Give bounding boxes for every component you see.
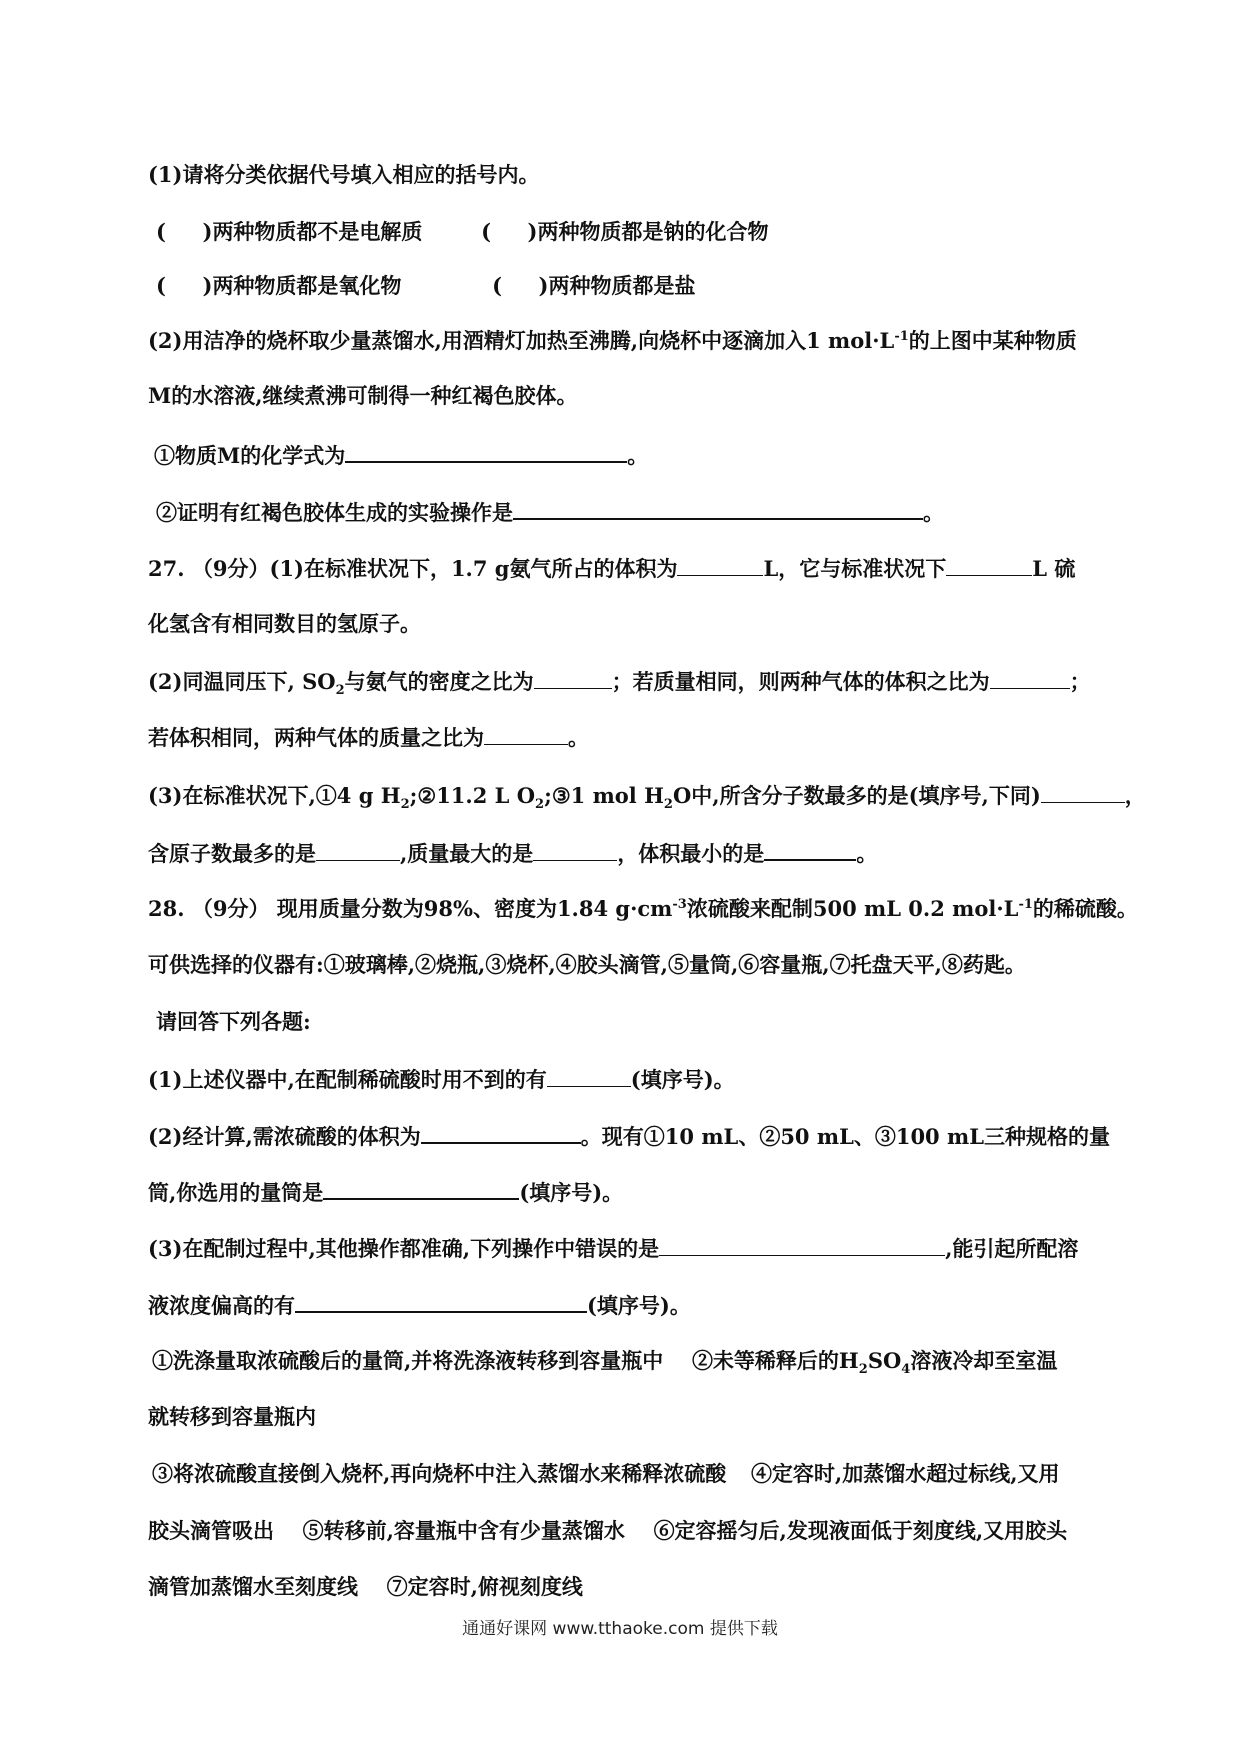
- item1-end: 。: [627, 443, 649, 468]
- q28-options-line5: [148, 1572, 1100, 1602]
- answer-blank-most-atoms[interactable]: [316, 838, 400, 861]
- q28-text-l5a: (2)经计算,需浓硫酸的体积为: [148, 1124, 421, 1149]
- q27-text-b: L，它与标准状况下: [763, 556, 947, 581]
- q27-text-l6c: ，体积最小的是: [617, 841, 765, 866]
- q28-line3: [156, 1007, 1100, 1037]
- option-1: ①洗涤量取浓硫酸后的量筒,并将洗涤液转移到容量瓶中: [152, 1348, 664, 1373]
- q28-line2: [148, 950, 1100, 980]
- answer-blank-most-molecules[interactable]: [1041, 780, 1125, 803]
- q28-text-l1b: 浓硫酸来配制500 mL 0.2 mol·L: [686, 896, 1019, 921]
- option-2a: ②未等稀释后的H: [691, 1348, 859, 1373]
- option-b-text: 两种物质都是钠的化合物: [537, 219, 769, 244]
- q28-text-l1a: 28. （9分） 现用质量分数为98%、密度为1.84 g·cm: [148, 896, 673, 921]
- q26-item2: [156, 496, 1100, 528]
- superscript: -1: [894, 329, 909, 344]
- option-a-text: 两种物质都不是电解质: [212, 219, 423, 244]
- q27-text-a: 27. （9分）(1)在标准状况下，1.7 g氨气所占的体积为: [148, 556, 678, 581]
- option-c-text: 两种物质都是氧化物: [212, 273, 402, 298]
- q27-text-l6b: ,质量最大的是: [400, 841, 534, 866]
- answer-blank-acid-volume[interactable]: [421, 1120, 581, 1144]
- answer-blank-mass-ratio[interactable]: [484, 722, 568, 745]
- answer-blank-volume[interactable]: [677, 553, 763, 576]
- item2-label: ②证明有红褐色胶体生成的实验操作是: [156, 500, 513, 525]
- q28-text-l8b: (填序号)。: [587, 1293, 691, 1318]
- q27-text-l6d: 。: [856, 841, 878, 866]
- subscript: 2: [858, 1362, 868, 1378]
- q26-part2-text-c: M的水溶液,继续煮沸可制得一种红褐色胶体。: [148, 383, 578, 408]
- q28-text-l1c: 的稀硫酸。: [1032, 896, 1138, 921]
- q27-line2: [148, 609, 1100, 639]
- q27-line6: [148, 837, 1100, 869]
- q28-line5: [148, 1120, 1110, 1152]
- q28-text-l5b: 。现有①10 mL、②50 mL、③100 mL三种规格的量: [580, 1124, 1110, 1149]
- q28-text-l7a: (3)在配制过程中,其他操作都准确,下列操作中错误的是: [148, 1236, 660, 1261]
- option-3: ③将浓硫酸直接倒入烧杯,再向烧杯中注入蒸馏水来稀释浓硫酸: [152, 1461, 727, 1486]
- subscript: 2: [400, 797, 410, 813]
- q28-text-l4b: (填序号)。: [630, 1067, 735, 1092]
- q26-item1: [154, 439, 1100, 471]
- q28-instruments: 可供选择的仪器有:①玻璃棒,②烧瓶,③烧杯,④胶头滴管,⑤量筒,⑥容量瓶,⑦托盘天平,⑧药匙。: [148, 952, 1026, 977]
- answer-blank-unused-instruments[interactable]: [547, 1064, 631, 1087]
- q27-text-l5d: O中,所含分子数最多的是(填序号,下同): [672, 783, 1041, 808]
- answer-blank-volume-ratio[interactable]: [990, 666, 1070, 689]
- q27-line5: [148, 780, 1146, 813]
- q28-options-line4: [148, 1516, 1100, 1546]
- q27-text-l5c: ;③1 mol H: [544, 783, 664, 808]
- q28-line7: [148, 1233, 1100, 1264]
- q27-text-l3a: (2)同温同压下, SO: [148, 669, 336, 694]
- q27-text-c: L 硫: [1032, 556, 1076, 581]
- answer-blank-wrong-operations[interactable]: [659, 1233, 945, 1256]
- option-2c: 溶液冷却至室温: [910, 1348, 1058, 1373]
- q27-line1: [148, 553, 1100, 584]
- option-2b: SO: [867, 1348, 902, 1373]
- answer-blank-largest-mass[interactable]: [533, 838, 617, 861]
- answer-blank-h2s-volume[interactable]: [946, 553, 1032, 576]
- answer-paren-b[interactable]: ( ): [481, 219, 538, 244]
- subscript: 2: [663, 797, 673, 813]
- q28-options-line1: [152, 1346, 1100, 1376]
- subscript: 2: [335, 683, 345, 699]
- option-d-text: 两种物质都是盐: [548, 273, 696, 298]
- option-4: ④定容时,加蒸馏水超过标线,又用: [750, 1461, 1060, 1486]
- answer-paren-d[interactable]: ( ): [492, 273, 549, 298]
- item1-label: ①物质M的化学式为: [154, 443, 346, 468]
- q26-blank-row-2: [156, 271, 1100, 301]
- q28-line1: [148, 894, 1138, 924]
- q27-text-l3b: 与氨气的密度之比为: [344, 669, 534, 694]
- answer-blank-higher-concentration[interactable]: [295, 1289, 587, 1313]
- q27-text-l5e: ，: [1124, 783, 1146, 808]
- q28-options-line2: [148, 1402, 1100, 1432]
- q26-part2-line1: [148, 326, 1100, 356]
- answer-blank-operation[interactable]: [513, 496, 923, 520]
- q26-part2-text-a: (2)用洁净的烧杯取少量蒸馏水,用酒精灯加热至沸腾,向烧杯中逐滴加入1 mol·L: [148, 328, 895, 353]
- q26-part1-text: (1)请将分类依据代号填入相应的括号内。: [148, 162, 540, 187]
- q27-text-l3d: ；: [1069, 669, 1091, 694]
- q26-part1-instruction: [148, 160, 1100, 190]
- q27-text-l5b: ;②11.2 L O: [409, 783, 536, 808]
- item2-end: 。: [923, 500, 944, 525]
- q28-text-l6b: (填序号)。: [519, 1180, 624, 1205]
- q27-text-l4b: 。: [568, 725, 589, 750]
- q28-line6: [148, 1176, 1100, 1208]
- q26-part2-text-b: 的上图中某种物质: [908, 328, 1077, 353]
- answer-blank-smallest-volume[interactable]: [764, 837, 856, 861]
- option-6b: 滴管加蒸馏水至刻度线: [148, 1574, 358, 1599]
- q26-blank-row-1: [156, 217, 1100, 247]
- q28-options-line3: [152, 1459, 1100, 1489]
- q27-text-l3c: ；若质量相同，则两种气体的体积之比为: [611, 669, 990, 694]
- option-6: ⑥定容摇匀后,发现液面低于刻度线,又用胶头: [653, 1518, 1068, 1543]
- q28-text-l6a: 筒,你选用的量筒是: [148, 1180, 324, 1205]
- q26-part2-line2: [148, 381, 1100, 411]
- q27-text-l6a: 含原子数最多的是: [148, 841, 316, 866]
- option-2d: 就转移到容量瓶内: [148, 1404, 316, 1429]
- page-footer: 通通好课网 www.tthaoke.com 提供下载: [462, 1619, 778, 1639]
- q28-text-l8a: 液浓度偏高的有: [148, 1293, 295, 1318]
- q28-prompt: 请回答下列各题:: [156, 1009, 311, 1034]
- q27-text-l4a: 若体积相同，两种气体的质量之比为: [148, 725, 484, 750]
- answer-blank-cylinder[interactable]: [323, 1176, 519, 1200]
- answer-blank-density-ratio[interactable]: [534, 666, 612, 689]
- option-5: ⑤转移前,容量瓶中含有少量蒸馏水: [302, 1518, 625, 1543]
- q27-text-l2: 化氢含有相同数目的氢原子。: [148, 611, 421, 636]
- subscript: 4: [901, 1362, 911, 1378]
- subscript: 2: [535, 797, 545, 813]
- option-7: ⑦定容时,俯视刻度线: [386, 1574, 583, 1599]
- q28-text-l4a: (1)上述仪器中,在配制稀硫酸时用不到的有: [148, 1067, 547, 1092]
- superscript: -1: [1018, 897, 1033, 912]
- answer-paren-c[interactable]: ( ): [156, 273, 213, 298]
- answer-paren-a[interactable]: ( ): [156, 219, 213, 244]
- q27-text-l5a: (3)在标准状况下,①4 g H: [148, 783, 401, 808]
- q28-line4: [148, 1064, 1100, 1095]
- answer-blank-formula[interactable]: [345, 439, 627, 463]
- q27-line3: [148, 666, 1100, 697]
- q28-line8: [148, 1289, 1100, 1321]
- superscript: -3: [672, 897, 687, 912]
- q27-line4: [148, 722, 1100, 753]
- q28-text-l7b: ,能引起所配溶: [945, 1236, 1079, 1261]
- option-4b: 胶头滴管吸出: [148, 1518, 274, 1543]
